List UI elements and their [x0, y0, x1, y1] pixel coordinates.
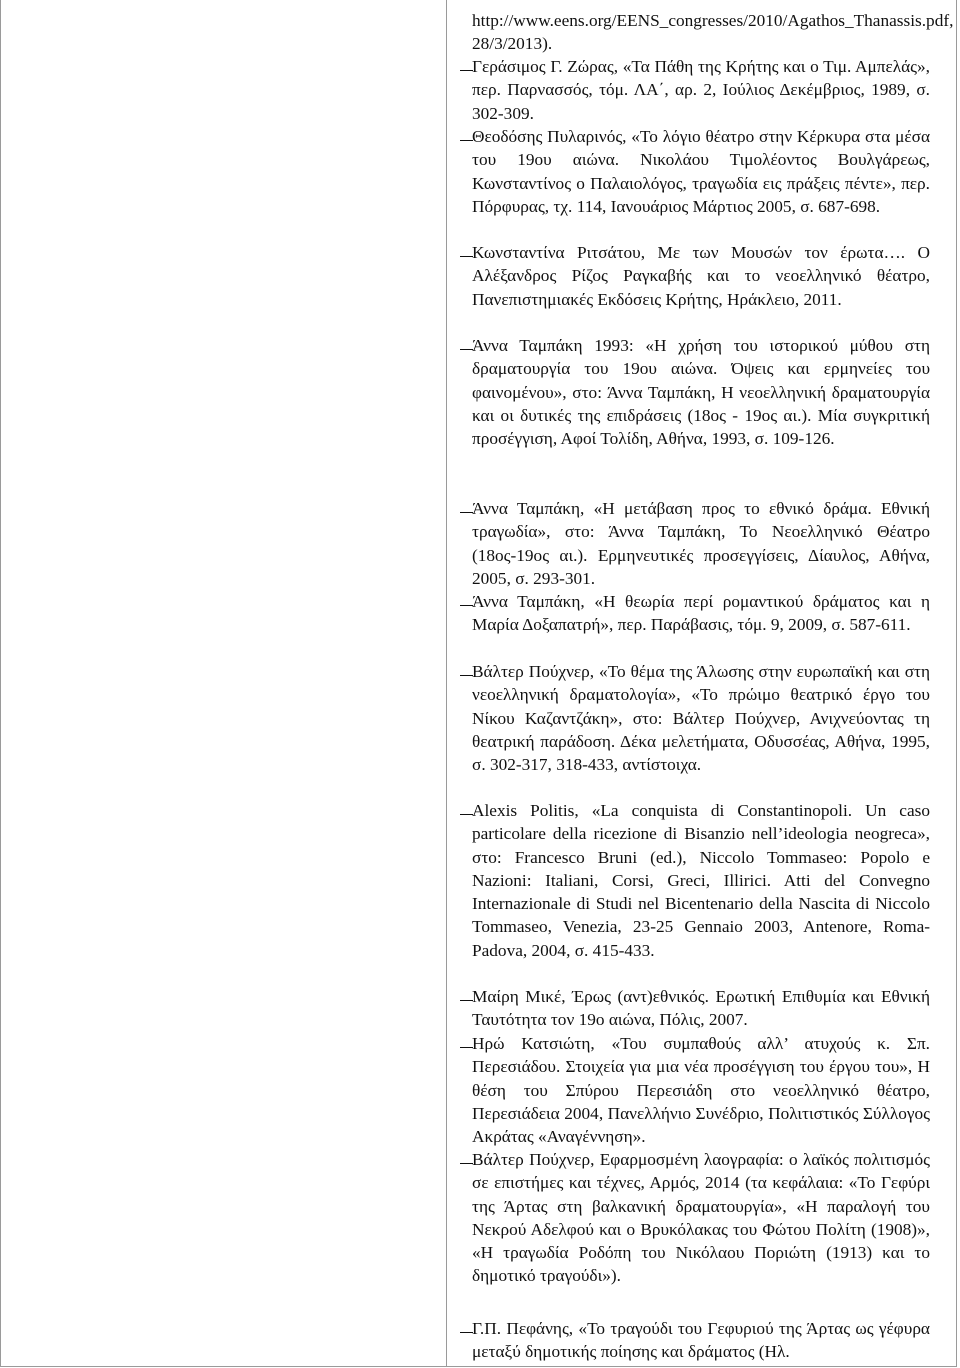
reference-text: Άννα Ταμπάκη, «Η μετάβαση προς το εθνικό δράμα. Εθνική τραγωδία», στο: Άννα Ταμπάκη, Το Νεοελληνικό Θέατρο (18ος-19ος αι.). Ερμηνευτικές προσεγγίσεις, Δίαυλος, Αθήνα, 2005, σ. 293-301. — [472, 499, 930, 588]
reference-text: Γεράσιμος Γ. Ζώρας, «Τα Πάθη της Κρήτης και ο Τιμ. Αμπελάς», περ. Παρνασσός, τόμ. ΛΑ΄, αρ. 2, Ιούλιος Δεκέμβριος, 1989, σ. 302-309. — [472, 57, 930, 123]
reference-text: Alexis Politis, «La conquista di Constantinopoli. Un caso particolare della ricezione di Bisanzio nell’ideologia neogreca», στο: Francesco Bruni (ed.), Niccolo Tommaseo: Popolo e Nazioni: Italiani, Corsi, Greci, Illirici. Atti del Convegno Internazionale di Studi nel Bicentenario della Nascita di Niccolo Tommaseo, Venezia, 23-25 Gennaio 2003, Antenore, Roma-Padova, 2004, σ. 415-433. — [472, 801, 930, 960]
reference-text: Άννα Ταμπάκη, «Η θεωρία περί ρομαντικού δράματος και η Μαρία Δοξαπατρή», περ. Παράβασις, τόμ. 9, 2009, σ. 587-611. — [472, 592, 930, 635]
reference-text: Μαίρη Μικέ, Έρως (αντ)εθνικός. Ερωτική Επιθυμία και Εθνική Ταυτότητα τον 19ο αιώνα, Πόλις, 2007. — [472, 987, 930, 1030]
reference-text: Ηρώ Κατσιώτη, «Του συμπαθούς αλλ’ ατυχούς κ. Σπ. Περεσιάδου. Στοιχεία για μια νέα προσέγγιση του έργου του», Η θέση του Σπύρου Περεσιάδη στο νεοελληνικό θέατρο, Περεσιάδεια 2004, Πανελλήνιο Συνέδριο, Πολιτιστικός Σύλλογος Ακράτας «Αναγέννηση». — [472, 1034, 930, 1146]
reference-text: Γ.Π. Πεφάνης, «Το τραγούδι του Γεφυριού της Άρτας ως γέφυρα μεταξύ δημοτικής ποίησης και δράματος (Ηλ. — [472, 1319, 930, 1362]
reference-text: Θεοδόσης Πυλαρινός, «Το λόγιο θέατρο στην Κέρκυρα στα μέσα του 19ου αιώνα. Νικολάου Τιμολέοντος Βουλγάρεως, Κωνσταντίνος ο Παλαιολόγος, τραγωδία εις πράξεις πέντε», περ. Πόρφυρας, τχ. 114, Ιανουάριος Μάρτιος 2005, σ. 687-698. — [472, 127, 930, 216]
reference-text: Άννα Ταμπάκη 1993: «Η χρήση του ιστορικού μύθου στη δραματουργία του 19ου αιώνα. Όψεις και ερμηνείες του φαινομένου», στο: Άννα Ταμπάκη, Η νεοελληνική δραματουργία και οι δυτικές της επιδράσεις (18ος - 19ος αι.). Μία συγκριτική προσέγγιση, Αφοί Τολίδη, Αθήνα, 1993, σ. 109-126. — [472, 336, 930, 448]
column-divider — [446, 0, 447, 1367]
reference-text: Βάλτερ Πούχνερ, «Το θέμα της Άλωσης στην ευρωπαϊκή και στη νεοελληνική δραματολογία», «Το πρώιμο θεατρικό έργο του Νίκου Καζαντζάκη», στο: Βάλτερ Πούχνερ, Ανιχνεύοντας τη θεατρική παράδοση. Δέκα μελετήματα, Οδυσσέας, Αθήνα, 1995, σ. 302-317, 318-433, αντίστοιχα. — [472, 662, 930, 774]
reference-text: Κωνσταντίνα Ριτσάτου, Με των Μουσών τον έρωτα…. Ο Αλέξανδρος Ρίζος Ραγκαβής και το νεοελληνικό θέατρο, Πανεπιστημιακές Εκδόσεις Κρήτης, Ηράκλειο, 2011. — [472, 243, 930, 309]
reference-text: Βάλτερ Πούχνερ, Εφαρμοσμένη λαογραφία: ο λαϊκός πολιτισμός σε επιστήμες και τέχνες, Αρμός, 2014 (τα κεφάλαια: «Το Γεφύρι της Άρτας στη βαλκανική δραματουργία», «Η παραλογή του Νεκρού Αδελφού και ο Βρυκόλακας του Φώτου Πολίτη (1908)», «Η τραγωδία Ροδόπη του Νικόλαου Ποριώτη (1913) και το δημοτικό τραγούδι»). — [472, 1150, 930, 1286]
reference-text: http://www.eens.org/EENS_congresses/2010/Agathos_Thanassis.pdf, 28/3/2013). — [472, 11, 954, 54]
